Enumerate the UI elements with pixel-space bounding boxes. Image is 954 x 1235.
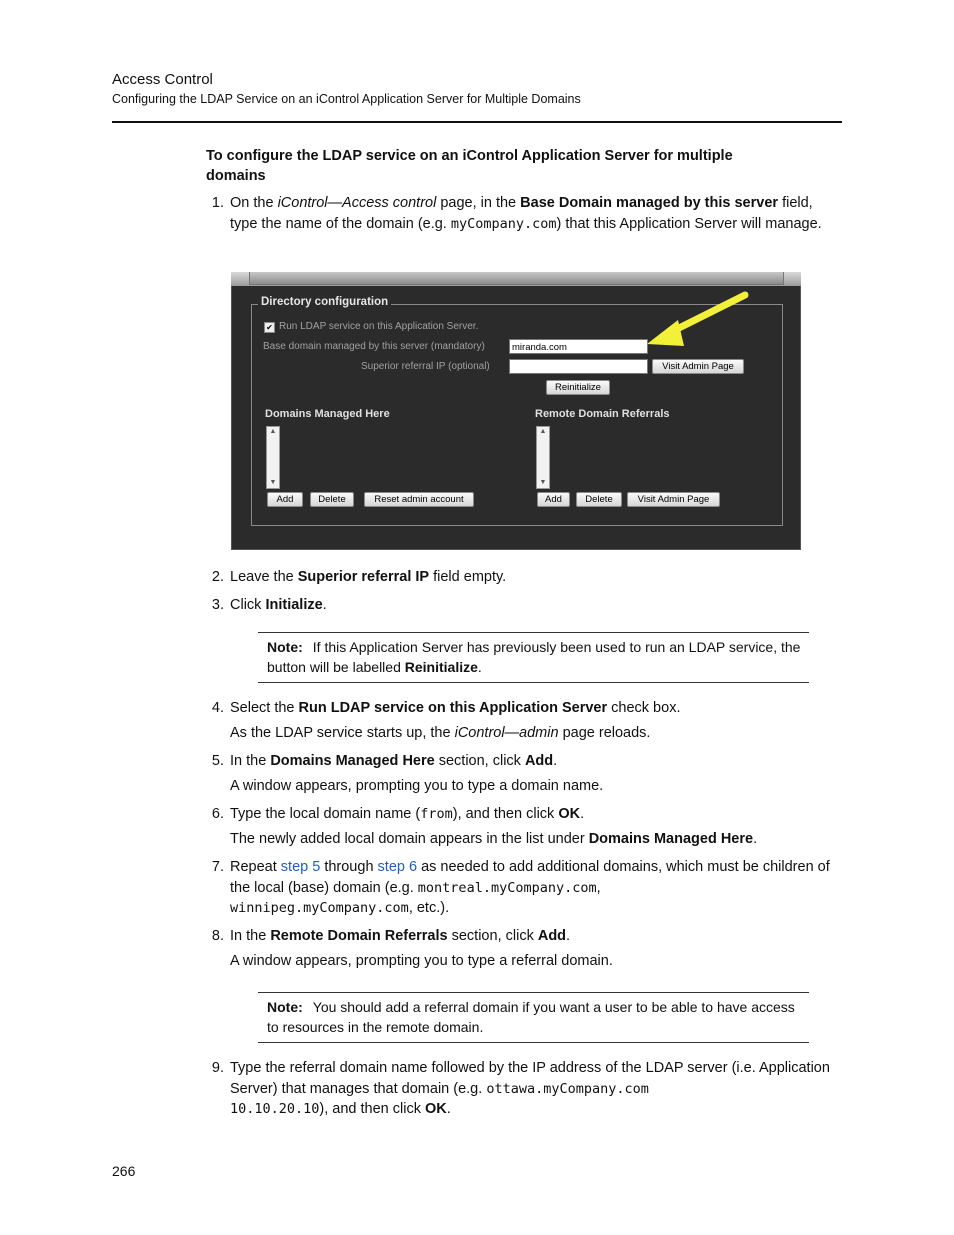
running-header-section: Access Control: [112, 71, 213, 88]
step-4: 4. Select the Run LDAP service on this Application Server check box.: [211, 700, 681, 716]
run-ldap-label: Run LDAP service on this Application Server.: [279, 321, 479, 332]
domains-managed-title: Domains Managed Here: [265, 408, 390, 420]
step-6-result: The newly added local domain appears in the list under Domains Managed Here.: [230, 831, 758, 847]
scroll-down-icon[interactable]: ▼: [539, 479, 547, 486]
reinitialize-button[interactable]: Reinitialize: [546, 380, 610, 395]
step-5-link[interactable]: step 5: [280, 859, 321, 875]
remote-delete-button[interactable]: Delete: [576, 492, 622, 507]
running-header-subsection: Configuring the LDAP Service on an iControl Application Server for Multiple Domains: [112, 92, 581, 106]
step-2: 2. Leave the Superior referral IP field empty.: [211, 569, 507, 585]
scroll-down-icon[interactable]: ▼: [269, 479, 277, 486]
step-5: 5. In the Domains Managed Here section, click Add.: [211, 753, 558, 769]
note-referral-domain: Note: You should add a referral domain if you want a user to be able to have access to resources in the remote domain.: [258, 992, 809, 1043]
step-8-result: A window appears, prompting you to type a referral domain.: [230, 953, 613, 969]
step-5-result: A window appears, prompting you to type a domain name.: [230, 778, 604, 794]
page-number: 266: [112, 1163, 136, 1179]
reset-admin-account-button[interactable]: Reset admin account: [364, 492, 474, 507]
step-9: 9. Type the referral domain name followed by the IP address of the LDAP server (i.e. Application Server) that manages that domain (e.g. ottawa.myCompany.com 10.10.20.10), and then click OK.: [211, 1060, 830, 1117]
step-6: 6. Type the local domain name (from), and then click OK.: [211, 806, 585, 822]
run-ldap-checkbox[interactable]: ✔: [264, 322, 275, 333]
procedure-title: To configure the LDAP service on an iControl Application Server for multiple domains: [206, 148, 733, 184]
scroll-up-icon[interactable]: ▲: [269, 428, 277, 435]
fieldset-legend: Directory configuration: [258, 296, 391, 308]
remote-visit-admin-button[interactable]: Visit Admin Page: [627, 492, 720, 507]
step-7: 7. Repeat step 5 through step 6 as needed to add additional domains, which must be children of the local (base) domain (e.g. montreal.myCompany.com, winnipeg.myCompany.com, etc.).: [211, 859, 830, 916]
access-control-screenshot: [231, 272, 801, 550]
yellow-arrow-icon: [231, 272, 801, 550]
step-4-result: As the LDAP service starts up, the iControl—admin page reloads.: [230, 725, 651, 741]
remote-referrals-title: Remote Domain Referrals: [535, 408, 670, 420]
scroll-up-icon[interactable]: ▲: [539, 428, 547, 435]
remote-add-button[interactable]: Add: [537, 492, 570, 507]
superior-referral-label: Superior referral IP (optional): [361, 361, 490, 372]
step-3: 3. Click Initialize.: [211, 597, 327, 613]
visit-admin-page-button[interactable]: Visit Admin Page: [652, 359, 744, 374]
header-rule: [112, 121, 842, 123]
step-6-link[interactable]: step 6: [377, 859, 418, 875]
base-domain-input[interactable]: miranda.com: [509, 339, 648, 354]
domains-add-button[interactable]: Add: [267, 492, 303, 507]
step-1: 1. On the iControl—Access control page, in the Base Domain managed by this server field, type the name of the domain (e.g. myCompany.com) that this Application Server will manage.: [211, 195, 822, 232]
step-8: 8. In the Remote Domain Referrals section, click Add.: [211, 928, 571, 944]
note-reinitialize: Note: If this Application Server has previously been used to run an LDAP service, the button will be labelled Reinitialize.: [258, 632, 809, 683]
base-domain-label: Base domain managed by this server (mandatory): [263, 341, 485, 352]
domains-delete-button[interactable]: Delete: [310, 492, 354, 507]
